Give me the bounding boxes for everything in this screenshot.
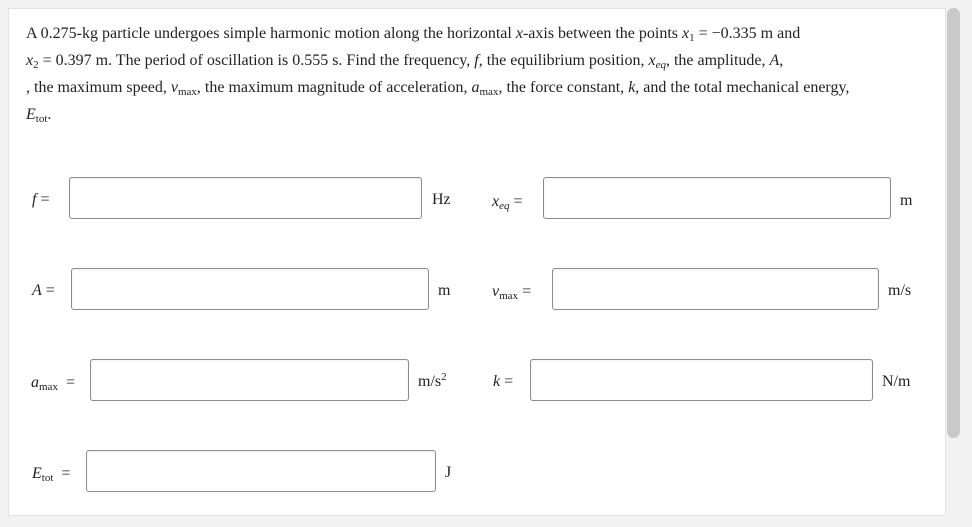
k-input[interactable] <box>530 359 873 401</box>
amax-input[interactable] <box>90 359 409 401</box>
xeq-unit: m <box>900 192 913 209</box>
amax-unit: $m/s^2$ <box>418 371 447 390</box>
A-label: A = <box>32 282 55 299</box>
scrollbar[interactable] <box>947 8 960 438</box>
f-input[interactable] <box>69 177 422 219</box>
f-unit: Hz <box>432 191 451 208</box>
f-label: f = <box>32 191 50 208</box>
vmax-input[interactable] <box>552 268 879 310</box>
k-label: k = <box>493 373 514 390</box>
amax-label: $a_{max}$ = <box>31 374 75 393</box>
A-input[interactable] <box>71 268 429 310</box>
problem-statement: A 0.275-kg particle undergoes simple harmonic motion along the horizontal x-axis between the points $x_1 = -0.335$ m and $x_2 = 0.397$ m. The period of oscillation is 0.555 s. Find the frequency, f, the equilibrium position, $x_{eq}$, the amplitude, A, , the maximum speed, $v_{max}$, the maximum magnitude of acceleration, $a_{max}$, the force constant, k, and the total mechanical energy, $E_{tot}$. <box>26 25 850 125</box>
vmax-unit: m/s <box>888 282 912 299</box>
Etot-label: $E_{tot}$ = <box>32 465 71 484</box>
Etot-input[interactable] <box>86 450 436 492</box>
xeq-input[interactable] <box>543 177 891 219</box>
Etot-unit: J <box>445 464 452 481</box>
xeq-label: $x_{eq}$ = <box>492 193 523 212</box>
vmax-label: $v_{max}$ = <box>492 283 532 302</box>
k-unit: N/m <box>882 373 911 390</box>
A-unit: m <box>438 282 451 299</box>
